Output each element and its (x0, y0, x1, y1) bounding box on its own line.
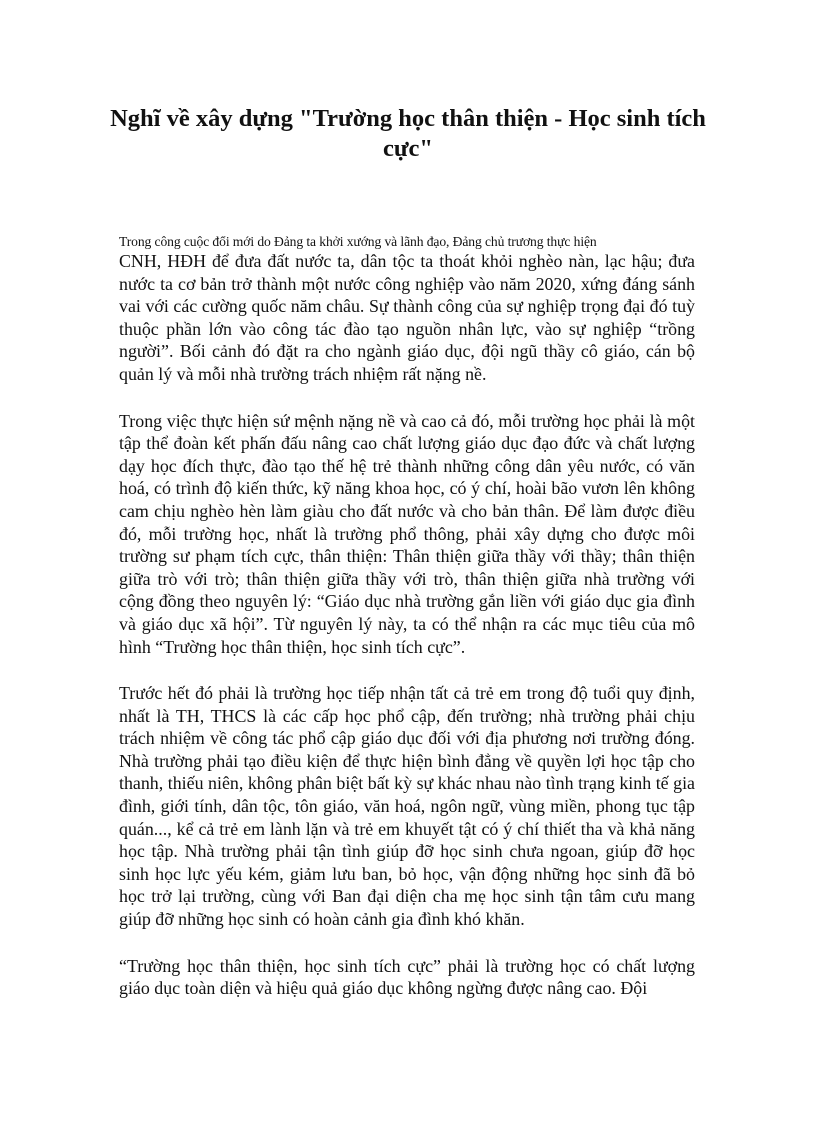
paragraph-1-lead-line: Trong công cuộc đổi mới do Đảng ta khởi xướng và lãnh đạo, Đảng chủ trương thực hiện (119, 234, 597, 249)
article-body (119, 234, 695, 1000)
paragraph-4: “Trường học thân thiện, học sinh tích cực” phải là trường học có chất lượng giáo dục toàn diện và hiệu quả giáo dục không ngừng được nâng cao. Đội (119, 955, 695, 999)
paragraph-3: Trước hết đó phải là trường học tiếp nhận tất cả trẻ em trong độ tuổi quy định, nhất là TH, THCS là các cấp học phổ cập, đến trường; nhà trường phải chịu trách nhiệm về công tác phổ cập giáo dục đối với địa phương nơi trường đóng. Nhà trường phải tạo điều kiện để thực hiện bình đẳng về quyền lợi học tập cho thanh, thiếu niên, không phân biệt bất kỳ sự khác nhau nào tình trạng kinh tế gia đình, giới tính, dân tộc, tôn giáo, văn hoá, ngôn ngữ, vùng miền, phong tục tập quán..., kể cả trẻ em lành lặn và trẻ em khuyết tật có ý chí thiết tha và khả năng học tập. Nhà trường phải tận tình giúp đỡ học sinh chưa ngoan, giúp đỡ học sinh học lực yếu kém, giảm lưu ban, bỏ học, vận động những học sinh đã bỏ học trở lại trường, cùng với Ban đại diện cha mẹ học sinh tận tâm cưu mang giúp đỡ những học sinh có hoàn cảnh gia đình khó khăn. (119, 683, 695, 930)
paragraph-2: Trong việc thực hiện sứ mệnh nặng nề và cao cả đó, mỗi trường học phải là một tập thể đoàn kết phấn đấu nâng cao chất lượng giáo dục đạo đức và chất lượng dạy học đích thực, đào tạo thế hệ trẻ thành những công dân yêu nước, có văn hoá, có trình độ kiến thức, kỹ năng khoa học, có ý chí, hoài bão vươn lên không cam chịu nghèo hèn làm giàu cho đất nước và cho bản thân. Để làm được điều đó, mỗi trường học, nhất là trường phổ thông, phải xây dựng cho được môi trường sư phạm tích cực, thân thiện: Thân thiện giữa thầy với thầy; thân thiện giữa trò với trò; thân thiện giữa thầy với trò, thân thiện giữa nhà trường với cộng đồng theo nguyên lý: “Giáo dục nhà trường gắn liền với giáo dục gia đình và giáo dục xã hội”. Từ nguyên lý này, ta có thể nhận ra các mục tiêu của mô hình “Trường học thân thiện, học sinh tích cực”. (119, 410, 695, 657)
paragraph-1: CNH, HĐH để đưa đất nước ta, dân tộc ta thoát khỏi nghèo nàn, lạc hậu; đưa nước ta cơ bản trở thành một nước công nghiệp vào năm 2020, xứng đáng sánh vai với các cường quốc năm châu. Sự thành công của sự nghiệp trọng đại đó tuỳ thuộc phần lớn vào công tác đào tạo nguồn nhân lực, vào sự nghiệp “trồng người”. Bối cảnh đó đặt ra cho ngành giáo dục, đội ngũ thầy cô giáo, cán bộ quản lý và mỗi nhà trường trách nhiệm rất nặng nề. (119, 251, 695, 384)
page-title: Nghĩ về xây dựng "Trường học thân thiện - Học sinh tích cực" (110, 105, 706, 162)
